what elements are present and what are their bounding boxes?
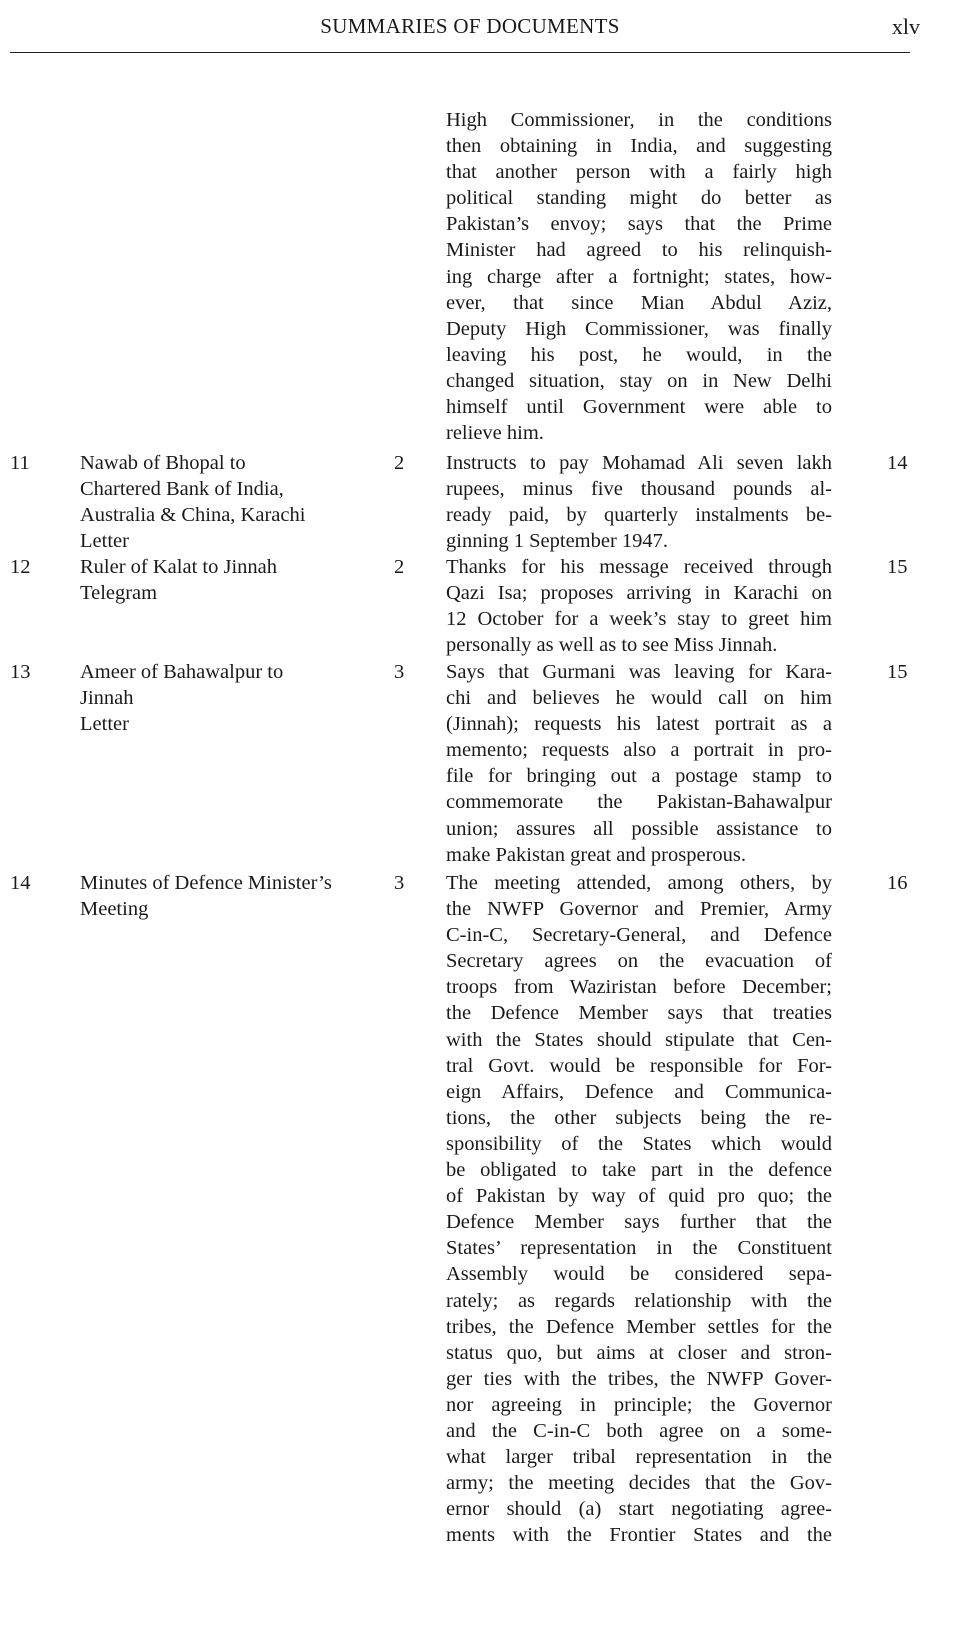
entry-summary: Says that Gurmani was leaving for Kara- chi and believes he would call on him (Jinnah); requests his latest portrait as a memento; requests also a portrait in pro- file for bringing out a postage stamp to commemorate the Pakistan-Bahawalpur union; assures all possible assistance to make Pakistan great and prosperous. [446,661,832,866]
entry-number: 12 [10,556,31,578]
entry-summary: The meeting attended, among others, by the NWFP Governor and Premier, Army C-in-C, Secretary-General, and Defence Secretary agrees on the evacuation of troops from Waziristan before December; the Defence Member says that treaties with the States should stipulate that Cen- tral Govt. would be responsible for For- eign Affairs, Defence and Communica- tions, the other subjects being the re- sponsibility of the States which would be obligated to take part in the defence of Pakistan by way of quid pro quo; the Defence Member says further that the States’ representation in the Constituent Assembly would be considered sepa- rately; as regards relationship with the tribes, the Defence Member settles for the status quo, but aims at closer and stron- ger ties with the tribes, the NWFP Gover- nor agreeing in principle; the Governor and the C-in-C both agree on a some- what larger tribal representation in the army; the meeting decides that the Gov- ernor should (a) start negotiating agree- ments with the Frontier States and the [446,872,832,1547]
entry-number: 11 [10,452,30,474]
entry-title: Ameer of Bahawalpur to Jinnah Letter [80,661,284,736]
page-number: xlv [891,14,920,39]
header-rule [10,52,910,53]
entry-volume: 3 [394,872,405,894]
entry-title: Ruler of Kalat to Jinnah Telegram [80,556,277,605]
entry-volume: 3 [394,661,405,683]
running-header [10,12,920,42]
entry-number: 14 [10,872,31,894]
entry-number: 13 [10,661,31,683]
running-title: SUMMARIES OF DOCUMENTS [320,14,620,38]
entry-page: 15 [887,556,908,578]
entry-volume: 2 [394,556,405,578]
entry-summary: Instructs to pay Mohamad Ali seven lakh rupees, minus five thousand pounds al- ready paid, by quarterly instalments be- ginning 1 September 1947. [446,452,832,553]
entry-volume: 2 [394,452,405,474]
entry-title: Minutes of Defence Minister’s Meeting [80,872,332,921]
entry-title: Nawab of Bhopal to Chartered Bank of India, Australia & China, Karachi Letter [80,452,306,553]
continuation-text: High Commissioner, in the conditions then obtaining in India, and suggesting that another person with a fairly high political standing might do better as Pakistan’s envoy; says that the Prime Minister had agreed to his relinquish- ing charge after a fortnight; states, how- ever, that since Mian Abdul Aziz, Deputy High Commissioner, was finally leaving his post, he would, in the changed situation, stay on in New Delhi himself until Government were able to relieve him. [446,109,832,445]
entry-summary: Thanks for his message received through Qazi Isa; proposes arriving in Karachi on 12 October for a week’s stay to greet him personally as well as to see Miss Jinnah. [446,556,832,657]
entry-page: 16 [887,872,908,894]
entry-page: 15 [887,661,908,683]
entry-page: 14 [887,452,908,474]
